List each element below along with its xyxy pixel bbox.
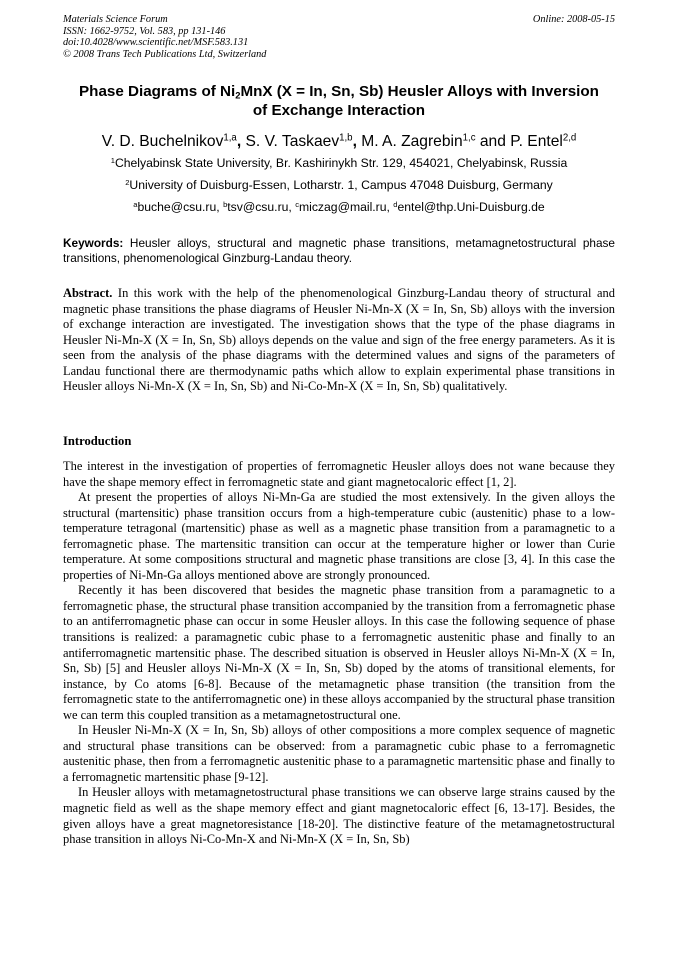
abstract-label: Abstract.	[63, 286, 113, 300]
keywords	[63, 236, 615, 266]
affiliation-1	[20, 156, 658, 171]
author-list: V. D. Buchelnikov$^{1,a}$, S. V. Taskaev$^{1,b}$, M. A. Zagrebin$^{1,c}$ and P. Entel$^{2,d}$	[101, 132, 577, 150]
keywords-text: Heusler alloys, structural and magnetic phase transitions, metamagnetostructural phase transitions, phenomenological Ginzburg-Landau theory.	[63, 236, 615, 265]
journal-name: Materials Science Forum	[63, 14, 168, 25]
email-a-mark: a	[133, 199, 138, 209]
abstract	[63, 286, 615, 395]
email-c-mark: c	[295, 199, 299, 209]
intro-paragraph: In Heusler Ni-Mn-X (X = In, Sn, Sb) alloys of other compositions a more complex sequence of magnetic and structural phase transitions can be observed: from a paramagnetic cubic phase to a ferromagnetic austenitic phase, then from a ferromagnetic austenitic phase to a paramagnetic martensitic phase and finally to a ferromagnetic martensitic phase [9-12].	[63, 723, 615, 784]
journal-header	[63, 14, 615, 60]
title-part2: MnX (X = In, Sn, Sb) Heusler Alloys with Inversion	[240, 83, 599, 100]
author-3: M. A. Zagrebin	[361, 133, 463, 150]
affiliation-1-text: Chelyabinsk State University, Br. Kashirinykh Str. 129, 454021, Chelyabinsk, Russia	[114, 156, 568, 170]
doi: doi:10.4028/www.scientific.net/MSF.583.131	[63, 37, 249, 49]
author-4-affil: 2,d	[562, 132, 577, 144]
paper-title	[40, 82, 638, 120]
affiliation-2	[20, 178, 658, 193]
abstract-text: In this work with the help of the phenomenological Ginzburg-Landau theory of structural and magnetic phase transitions the phase diagrams of Heusler Ni-Mn-X (X = In, Sn, Sb) alloys with the inversion of exchange interaction are investigated. The investigation shows that the type of the phase diagrams in Heusler Ni-Mn-X (X = In, Sn, Sb) alloys depends on the value and sign of the free energy parameters. As it is seen from the analysis of the phase diagrams with the determined values and signs of the parameters of Landau functional there are thermodynamic paths which allow to explain experimental phase transitions in Heusler alloys Ni-Mn-X (X = In, Sn, Sb) and Ni-Co-Mn-X (X = In, Sn, Sb) qualitatively.	[63, 286, 615, 394]
affiliation-2-text: University of Duisburg-Essen, Lotharstr. 1, Campus 47048 Duisburg, Germany	[129, 178, 553, 192]
title-subscript: 2	[235, 89, 241, 101]
email-d-mark: d	[393, 199, 398, 209]
email-list: $^a$buche@csu.ru, $^b$tsv@csu.ru, $^c$miczag@mail.ru, $^d$entel@thp.Uni-Duisburg.de	[133, 199, 545, 214]
title-line2: of Exchange Interaction	[252, 102, 426, 119]
author-2-affil: 1,b	[339, 132, 353, 144]
intro-paragraph: Recently it has been discovered that besides the magnetic phase transition from a paramagnetic to a ferromagnetic phase, the structural phase transition accompanied by the transition from a ferromagnetic phase to an antiferromagnetic phase can occur in some Heusler alloys. In this case the following sequence of phase transitions is realized: a paramagnetic cubic phase to a ferromagnetic austenitic phase and finally to an antiferromagnetic martensitic phase. The described situation is observed in Heusler alloys Ni-Mn-X (X = In, Sn, Sb) [5] and Heusler alloys Ni-Mn-X (X = In, Sn, Sb) doped by the atoms of transitional elements, for instance, by Co atoms [6-8]. Because of the metamagnetic phase transition (the transition from the ferromagnetic state to the antiferromagnetic one) in these alloys accompanied by the structural phase transition we can term this coupled transition as a metamagnetostructural one.	[63, 583, 615, 722]
email-c[interactable]: miczag@mail.ru	[298, 200, 387, 214]
copyright: © 2008 Trans Tech Publications Ltd, Switzerland	[63, 48, 267, 60]
email-b[interactable]: tsv@csu.ru	[227, 200, 289, 214]
intro-paragraph: The interest in the investigation of properties of ferromagnetic Heusler alloys does not wane because they have the shape memory effect in ferromagnetic state and giant magnetocaloric effect [1, 2].	[63, 459, 615, 489]
affiliation-2-number: 2	[125, 177, 130, 187]
email-b-mark: b	[223, 199, 228, 209]
author-1: V. D. Buchelnikov	[101, 133, 224, 150]
intro-paragraph: In Heusler alloys with metamagnetostructural phase transitions we can observe large strains caused by the magnetic field as well as the shape memory effect and giant magnetocaloric effect [6, 13-17]. Besides, the given alloys have a great magnetoresistance [18-20]. The distinctive feature of the metamagnetostructural phase transition in alloys Ni-Co-Mn-X and Ni-Mn-X (X = In, Sn, Sb)	[63, 785, 615, 847]
introduction-body	[63, 459, 615, 848]
issn: ISSN: 1662-9752, Vol. 583, pp 131-146	[63, 25, 226, 37]
intro-paragraph: At present the properties of alloys Ni-Mn-Ga are studied the most extensively. In the given alloys the structural (martensitic) phase transition occurs from a high-temperature cubic (austenitic) phase to a low-temperature tetragonal (martensitic) phase as well as a magnetic phase transition from a paramagnetic to a ferromagnetic phase. The martensitic transition can occur at the temperature higher or lower than Curie temperature. At some compositions structural and magnetic phase transitions are close [3, 4]. In this case the properties of Ni-Mn-Ga alloys mentioned above are strongly pronounced.	[63, 490, 615, 582]
affiliation-1-number: 1	[110, 155, 115, 165]
author-2: S. V. Taskaev	[245, 133, 340, 150]
online-date: Online: 2008-05-15	[532, 14, 615, 25]
keywords-label: Keywords:	[63, 236, 124, 250]
author-4: P. Entel	[510, 133, 563, 150]
author-and: and	[475, 133, 511, 150]
email-d[interactable]: entel@thp.Uni-Duisburg.de	[397, 200, 545, 214]
email-a[interactable]: buche@csu.ru	[137, 200, 217, 214]
author-3-affil: 1,c	[462, 132, 476, 144]
introduction-heading: Introduction	[63, 434, 132, 448]
title-part1: Phase Diagrams of Ni	[79, 83, 236, 100]
author-1-affil: 1,a	[223, 132, 237, 144]
